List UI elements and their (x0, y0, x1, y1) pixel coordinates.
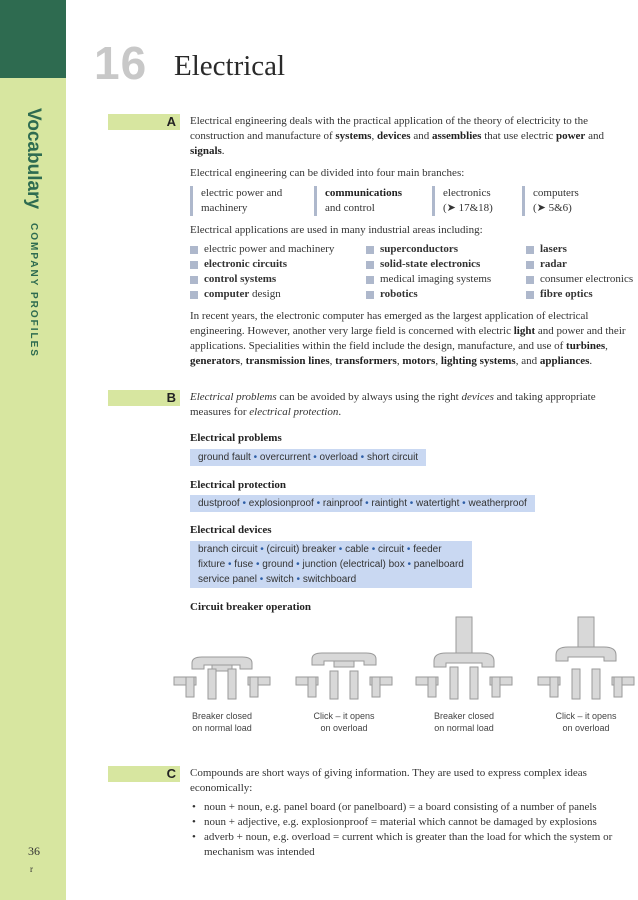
branches-intro: Electrical engineering can be divided into four main branches: (190, 167, 465, 179)
bold-term: electronic circuits (204, 258, 287, 270)
bold-term: generators (190, 355, 241, 367)
bold-term: control systems (204, 273, 277, 285)
application-item (366, 257, 491, 272)
application-item (190, 242, 334, 257)
breaker-diagram-closed (172, 613, 272, 708)
chapter-number: 16 (94, 37, 148, 89)
term-chip: ground fault (198, 452, 251, 463)
text-run: that use electric (481, 130, 556, 142)
list-item: • adverb + noun, e.g. overload = current which is greater than the load for which the system or mechanism was intended (190, 830, 630, 860)
separator-dot: • (257, 544, 267, 555)
sidebar-subtitle: COMPANY PROFILES (28, 223, 39, 359)
branch-line2: and control (325, 202, 375, 214)
term-chip: watertight (416, 498, 460, 509)
page-number: 36 (28, 844, 40, 858)
term-chip: service panel (198, 574, 257, 585)
separator-dot: • (293, 559, 303, 570)
caption-line1: Click – it opens (313, 711, 375, 721)
text-run: . (221, 145, 225, 157)
separator-dot: • (362, 498, 372, 509)
chip-line (198, 496, 527, 511)
breaker-caption (172, 710, 272, 734)
applications-column (366, 242, 491, 302)
branch-line1: computers (533, 187, 579, 199)
text-run: . (338, 406, 342, 418)
term-chip: junction (electrical) box (302, 559, 405, 570)
chip-line (198, 557, 464, 572)
caption-line2: on normal load (434, 723, 494, 733)
margin-mark: r (30, 864, 33, 874)
section-a-closing (190, 309, 630, 369)
term-chip: short circuit (366, 452, 419, 463)
bold-term: transmission lines (245, 355, 330, 367)
sidebar-label (22, 108, 44, 358)
bold-term: signals (190, 145, 222, 157)
devices-box (190, 541, 472, 588)
section-b-intro (190, 390, 630, 420)
caption-line1: Click – it opens (555, 711, 617, 721)
application-item (526, 287, 633, 302)
bold-term: computer (204, 288, 250, 300)
section-b-bar (108, 390, 180, 406)
caption-line2: on normal load (192, 723, 252, 733)
sidebar-top-block (0, 0, 66, 78)
separator-dot: • (404, 544, 414, 555)
application-item (526, 257, 633, 272)
bold-term: devices (376, 130, 411, 142)
branch-line2: machinery (201, 202, 248, 214)
applications-intro: Electrical applications are used in many industrial areas including: (190, 224, 483, 236)
separator-dot: • (239, 498, 249, 509)
bold-term: robotics (380, 288, 418, 300)
separator-dot: • (253, 559, 263, 570)
section-a-bar (108, 114, 180, 130)
section-b-letter: B (166, 390, 176, 405)
separator-dot: • (368, 544, 379, 555)
caption-line1: Breaker closed (433, 711, 495, 721)
italic-term: devices (461, 391, 494, 403)
branch-line1: electronics (443, 187, 491, 199)
text-run: , (605, 340, 608, 352)
bold-term: transformers (335, 355, 397, 367)
chip-line (198, 542, 464, 557)
bold-term: systems (335, 130, 372, 142)
text-run: , (435, 355, 441, 367)
italic-term: Electrical problems (190, 391, 277, 403)
separator-dot: • (250, 452, 260, 463)
branch-item (432, 186, 493, 216)
sidebar-title: Vocabulary (23, 108, 44, 210)
term-chip: feeder (413, 544, 442, 555)
branch-line1: electric power and (201, 187, 283, 199)
caption-line2: on overload (562, 723, 610, 733)
bold-term: superconductors (380, 243, 459, 255)
protection-heading: Electrical protection (190, 479, 287, 491)
branch-line2: (➤ 5&6) (533, 202, 572, 214)
separator-dot: • (225, 559, 235, 570)
term-chip: panelboard (413, 559, 464, 570)
separator-dot: • (310, 452, 320, 463)
application-item (190, 257, 334, 272)
problems-heading: Electrical problems (190, 432, 282, 444)
term-chip: weatherproof (468, 498, 527, 509)
devices-heading: Electrical devices (190, 524, 272, 536)
term-chip: rainproof (322, 498, 363, 509)
term-chip: switch (265, 574, 294, 585)
bold-term: appliances (539, 355, 590, 367)
applications-column (190, 242, 334, 302)
breaker-diagram-open (294, 613, 394, 708)
section-c-letter: C (166, 766, 176, 781)
bold-term: assemblies (431, 130, 482, 142)
separator-dot: • (256, 574, 266, 585)
breaker-heading: Circuit breaker operation (190, 601, 311, 613)
branch-line1: communications (325, 187, 402, 199)
term-chip: circuit (378, 544, 405, 555)
term-chip: raintight (371, 498, 407, 509)
section-a-intro (190, 114, 630, 159)
breaker-caption (536, 710, 636, 734)
separator-dot: • (313, 498, 323, 509)
text-run: can be avoided by always using the right (276, 391, 462, 403)
bold-term: turbines (566, 340, 606, 352)
breaker-diagram-open (536, 613, 636, 708)
text-run: electric power and machinery (204, 243, 335, 255)
bold-term: lighting systems (440, 355, 516, 367)
separator-dot: • (404, 559, 414, 570)
caption-line2: on overload (320, 723, 368, 733)
text-run: consumer electronics (540, 273, 634, 285)
text-run: and (585, 130, 604, 142)
application-item (366, 287, 491, 302)
term-chip: overload (319, 452, 358, 463)
term-chip: explosionproof (248, 498, 314, 509)
protection-box (190, 495, 535, 512)
term-chip: (circuit) breaker (266, 544, 336, 555)
separator-dot: • (293, 574, 303, 585)
branch-line2: (➤ 17&18) (443, 202, 493, 214)
branch-item (522, 186, 579, 216)
text-run: , (396, 355, 403, 367)
text-run: , (329, 355, 336, 367)
text-run: , (371, 130, 377, 142)
list-item: • noun + adjective, e.g. explosionproof = material which cannot be damaged by explosions (190, 815, 630, 830)
text-run: , (240, 355, 246, 367)
application-item (366, 272, 491, 287)
section-c-bar (108, 766, 180, 782)
term-chip: overcurrent (259, 452, 311, 463)
application-item (526, 242, 633, 257)
bold-term: power (555, 130, 586, 142)
text-run: In recent years, the electronic computer has emerged as the largest application of electrical engineering. However, another very large field is concerned with electric (190, 310, 589, 337)
breaker-caption (414, 710, 514, 734)
section-c-intro: Compounds are short ways of giving information. They are used to express complex ideas economically: (190, 767, 587, 794)
bold-term: radar (540, 258, 567, 270)
bold-term: lasers (540, 243, 567, 255)
term-chip: cable (345, 544, 369, 555)
bold-term: fibre optics (540, 288, 593, 300)
text-run: and power and their applications. Specialities within the field include the design, manufacture, and use of (190, 325, 626, 352)
separator-dot: • (459, 498, 469, 509)
term-chip: branch circuit (198, 544, 258, 555)
term-chip: fixture (198, 559, 226, 570)
chapter-title: Electrical (174, 50, 286, 82)
branch-item (190, 186, 282, 216)
breaker-diagram-closed (414, 613, 514, 708)
text-run: and taking appropriate measures for (190, 391, 596, 418)
breaker-caption (294, 710, 394, 734)
section-a-letter: A (166, 114, 176, 129)
chip-line (198, 572, 464, 587)
term-chip: fuse (234, 559, 254, 570)
text-run: design (249, 288, 281, 300)
chip-line (198, 450, 418, 465)
term-chip: switchboard (302, 574, 357, 585)
application-item (190, 287, 334, 302)
term-chip: ground (262, 559, 294, 570)
bold-term: motors (402, 355, 436, 367)
text-run: , and (515, 355, 540, 367)
separator-dot: • (357, 452, 367, 463)
italic-term: electrical protection (249, 406, 339, 418)
separator-dot: • (406, 498, 417, 509)
term-chip: dustproof (198, 498, 240, 509)
compounds-list (190, 800, 630, 860)
problems-box (190, 449, 426, 466)
text-run: and (410, 130, 432, 142)
bold-term: light (513, 325, 536, 337)
separator-dot: • (336, 544, 346, 555)
text-run: medical imaging systems (380, 273, 492, 285)
application-item (190, 272, 334, 287)
list-item: • noun + noun, e.g. panel board (or panelboard) = a board consisting of a number of panels (190, 800, 630, 815)
bold-term: solid-state electronics (380, 258, 481, 270)
text-run: . (589, 355, 593, 367)
application-item (526, 272, 633, 287)
application-item (366, 242, 491, 257)
caption-line1: Breaker closed (191, 711, 253, 721)
applications-column (526, 242, 633, 302)
text-run: Electrical engineering deals with the practical application of the theory of electricity to the construction and manufacture of (190, 115, 588, 142)
branch-item (314, 186, 402, 216)
